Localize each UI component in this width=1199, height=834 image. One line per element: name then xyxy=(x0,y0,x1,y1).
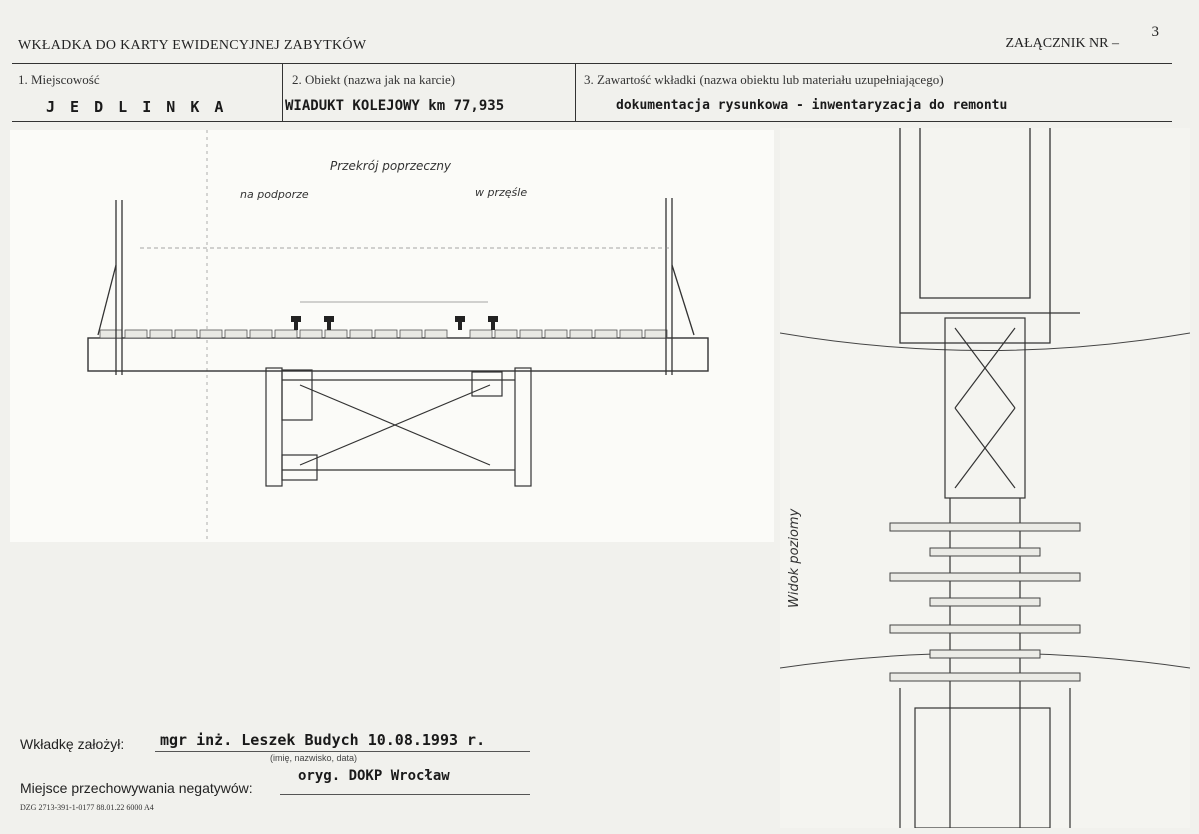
sleepers xyxy=(890,523,1080,681)
lattice-pier xyxy=(945,318,1025,498)
girder-truss xyxy=(266,368,531,486)
railings xyxy=(98,198,694,375)
cross-section-drawing xyxy=(10,130,774,542)
locality-label: 1. Miejscowość xyxy=(18,72,100,87)
founder-label: Wkładkę założył: xyxy=(20,736,125,752)
annex-label: ZAŁĄCZNIK NR – xyxy=(1005,36,1121,51)
header-divider xyxy=(12,63,1172,64)
plan-caption: Widok poziomy xyxy=(787,508,802,608)
founder-underline xyxy=(155,751,530,752)
content-value: dokumentacja rysunkowa - inwentaryzacja do remontu xyxy=(616,98,1008,113)
fields-bottom-divider xyxy=(12,121,1172,122)
annex-number: 3 xyxy=(1151,24,1159,40)
content-label: 3. Zawartość wkładki (nazwa obiektu lub materiału uzupełniającego) xyxy=(584,72,944,87)
embankment-edge-top xyxy=(780,333,1190,351)
deck-slab xyxy=(88,338,708,371)
ballast-blocks xyxy=(100,330,667,338)
field-divider-2 xyxy=(575,64,576,121)
left-caption: na podporze xyxy=(240,188,309,201)
negatives-value: oryg. DOKP Wrocław xyxy=(298,768,450,784)
founder-value: mgr inż. Leszek Budych 10.08.1993 r. xyxy=(160,731,486,749)
rails xyxy=(291,316,498,330)
cross-section-svg xyxy=(10,130,774,542)
negatives-underline xyxy=(280,794,530,795)
card-title: WKŁADKA DO KARTY EWIDENCYJNEJ ZABYTKÓW xyxy=(18,38,367,53)
abutment-bottom xyxy=(900,688,1070,828)
abutment-top xyxy=(900,128,1080,343)
locality-value: J E D L I N K A xyxy=(46,98,227,116)
object-label: 2. Obiekt (nazwa jak na karcie) xyxy=(292,72,456,87)
plan-view-svg xyxy=(780,128,1190,828)
right-caption: w przęśle xyxy=(475,186,528,199)
object-value: WIADUKT KOLEJOWY km 77,935 xyxy=(285,98,505,114)
plan-view-drawing xyxy=(780,128,1190,828)
founder-hint: (imię, nazwisko, data) xyxy=(270,753,358,763)
print-code: DZG 2713-391-1-0177 88.01.22 6000 A4 xyxy=(20,803,154,812)
annex-label-text: ZAŁĄCZNIK NR xyxy=(1005,36,1109,51)
field-divider-1 xyxy=(282,64,283,121)
negatives-label: Miejsce przechowywania negatywów: xyxy=(20,780,253,796)
cross-section-title: Przekrój poprzeczny xyxy=(330,159,452,173)
